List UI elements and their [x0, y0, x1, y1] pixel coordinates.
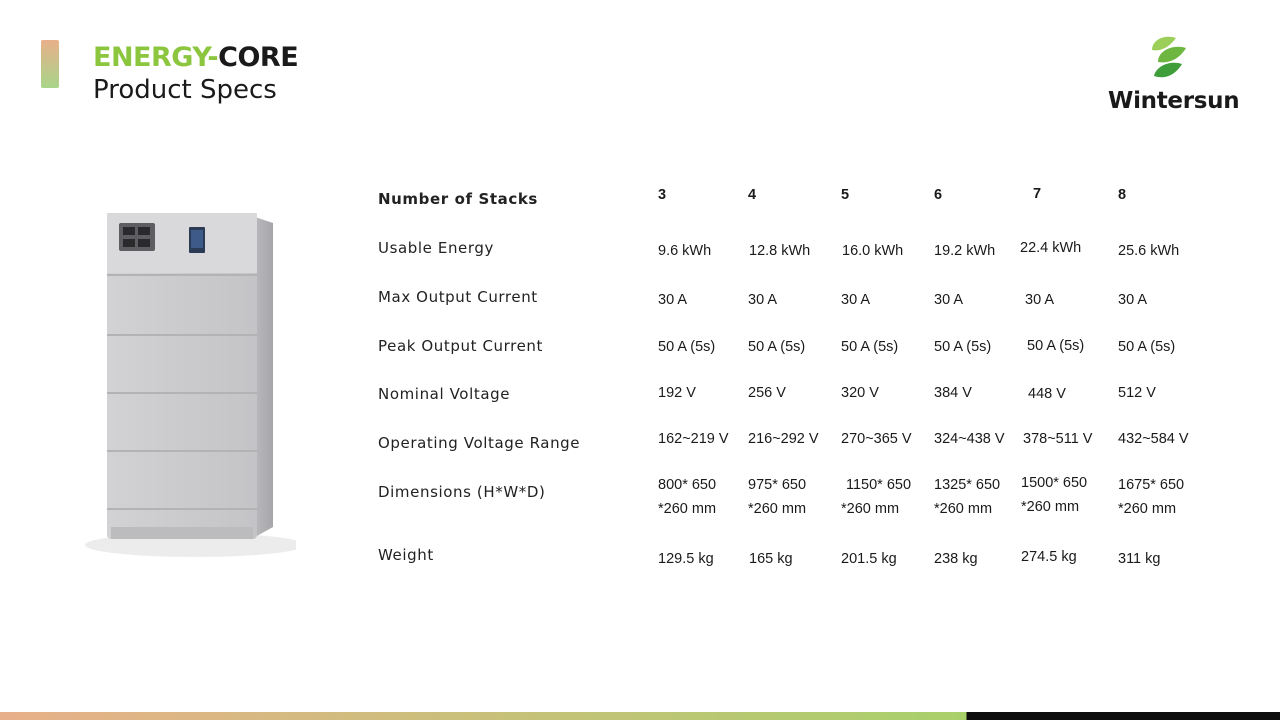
- voltage-range-cell: 432~584 V: [1118, 431, 1189, 447]
- nominal-voltage-cell: 512 V: [1118, 385, 1156, 401]
- usable-energy-cell: 22.4 kWh: [1020, 240, 1082, 256]
- dimensions-line1: 1325* 650: [934, 477, 1001, 493]
- usable-energy-cell: 16.0 kWh: [842, 243, 904, 259]
- dimensions-line2: *260 mm: [934, 501, 993, 517]
- spec-label-max-output: Max Output Current: [378, 288, 538, 306]
- page-title: [93, 42, 298, 73]
- max-output-cell: 30 A: [934, 292, 964, 308]
- usable-energy-cell: 9.6 kWh: [658, 243, 712, 259]
- usable-energy-cell: 25.6 kWh: [1118, 243, 1180, 259]
- dimensions-line2: *260 mm: [1021, 499, 1080, 515]
- nominal-voltage-cell: 448 V: [1028, 386, 1066, 402]
- dimensions-line2: *260 mm: [841, 501, 900, 517]
- peak-output-cell: 50 A (5s): [841, 339, 899, 355]
- voltage-range-cell: 378~511 V: [1023, 431, 1093, 447]
- max-output-cell: 30 A: [748, 292, 778, 308]
- usable-energy-cell: 19.2 kWh: [934, 243, 996, 259]
- spec-label-voltage-range: Operating Voltage Range: [378, 434, 581, 452]
- battery-product-image: [75, 175, 296, 571]
- title-product-part: CORE: [218, 42, 299, 73]
- voltage-range-cell: 270~365 V: [841, 431, 912, 447]
- dimensions-cell: [1118, 477, 1184, 517]
- logo-text: Wintersun: [1108, 88, 1240, 114]
- max-output-cell: 30 A: [1025, 292, 1055, 308]
- page-subtitle: Product Specs: [93, 75, 277, 105]
- dimensions-cell: [1021, 475, 1087, 515]
- footer-gradient-bar: [0, 712, 1280, 720]
- wintersun-logo: [1108, 32, 1240, 118]
- max-output-cell: 30 A: [1118, 292, 1148, 308]
- voltage-range-cell: 324~438 V: [934, 431, 1005, 447]
- weight-cell: 129.5 kg: [658, 551, 714, 567]
- dimensions-line2: *260 mm: [658, 501, 717, 517]
- nominal-voltage-cell: 256 V: [748, 385, 786, 401]
- dimensions-cell: [748, 477, 806, 517]
- peak-output-cell: 50 A (5s): [1118, 339, 1176, 355]
- nominal-voltage-cell: 192 V: [658, 385, 696, 401]
- spec-label-nominal-voltage: Nominal Voltage: [378, 385, 511, 403]
- peak-output-cell: 50 A (5s): [934, 339, 992, 355]
- peak-output-cell: 50 A (5s): [1027, 338, 1085, 354]
- stack-count-cell: 8: [1118, 187, 1127, 203]
- dimensions-line2: *260 mm: [1118, 501, 1177, 517]
- peak-output-cell: 50 A (5s): [658, 339, 716, 355]
- peak-output-cell: 50 A (5s): [748, 339, 806, 355]
- nominal-voltage-cell: 320 V: [841, 385, 879, 401]
- stack-count-cell: 7: [1033, 186, 1042, 202]
- dimensions-cell: [658, 477, 716, 517]
- weight-cell: 274.5 kg: [1021, 549, 1077, 565]
- stack-count-cell: 3: [658, 187, 667, 203]
- voltage-range-cell: 162~219 V: [658, 431, 729, 447]
- max-output-cell: 30 A: [841, 292, 871, 308]
- stack-count-cell: 5: [841, 187, 850, 203]
- dimensions-line1: 975* 650: [748, 477, 807, 493]
- header-accent-bar: [41, 40, 59, 88]
- dimensions-line1: 1500* 650: [1021, 475, 1088, 491]
- leaf-logo-icon: [1146, 32, 1190, 84]
- usable-energy-cell: 12.8 kWh: [749, 243, 811, 259]
- dimensions-line1: 1675* 650: [1118, 477, 1185, 493]
- stack-count-cell: 6: [934, 187, 943, 203]
- spec-label-weight: Weight: [378, 546, 434, 564]
- weight-cell: 238 kg: [934, 551, 978, 567]
- weight-cell: 165 kg: [749, 551, 793, 567]
- max-output-cell: 30 A: [658, 292, 688, 308]
- stack-count-cell: 4: [748, 187, 757, 203]
- weight-cell: 201.5 kg: [841, 551, 897, 567]
- dimensions-line1: 1150* 650: [846, 477, 912, 493]
- nominal-voltage-cell: 384 V: [934, 385, 972, 401]
- title-brand-part: ENERGY-: [93, 42, 219, 73]
- voltage-range-cell: 216~292 V: [748, 431, 819, 447]
- spec-label-dimensions: Dimensions (H*W*D): [378, 483, 546, 501]
- spec-label-stacks: Number of Stacks: [378, 190, 538, 208]
- spec-label-peak-output: Peak Output Current: [378, 337, 543, 355]
- weight-cell: 311 kg: [1118, 551, 1161, 567]
- dimensions-cell: [934, 477, 1000, 517]
- dimensions-line1: 800* 650: [658, 477, 717, 493]
- dimensions-cell: [841, 477, 912, 517]
- dimensions-line2: *260 mm: [748, 501, 807, 517]
- spec-label-usable-energy: Usable Energy: [378, 239, 494, 257]
